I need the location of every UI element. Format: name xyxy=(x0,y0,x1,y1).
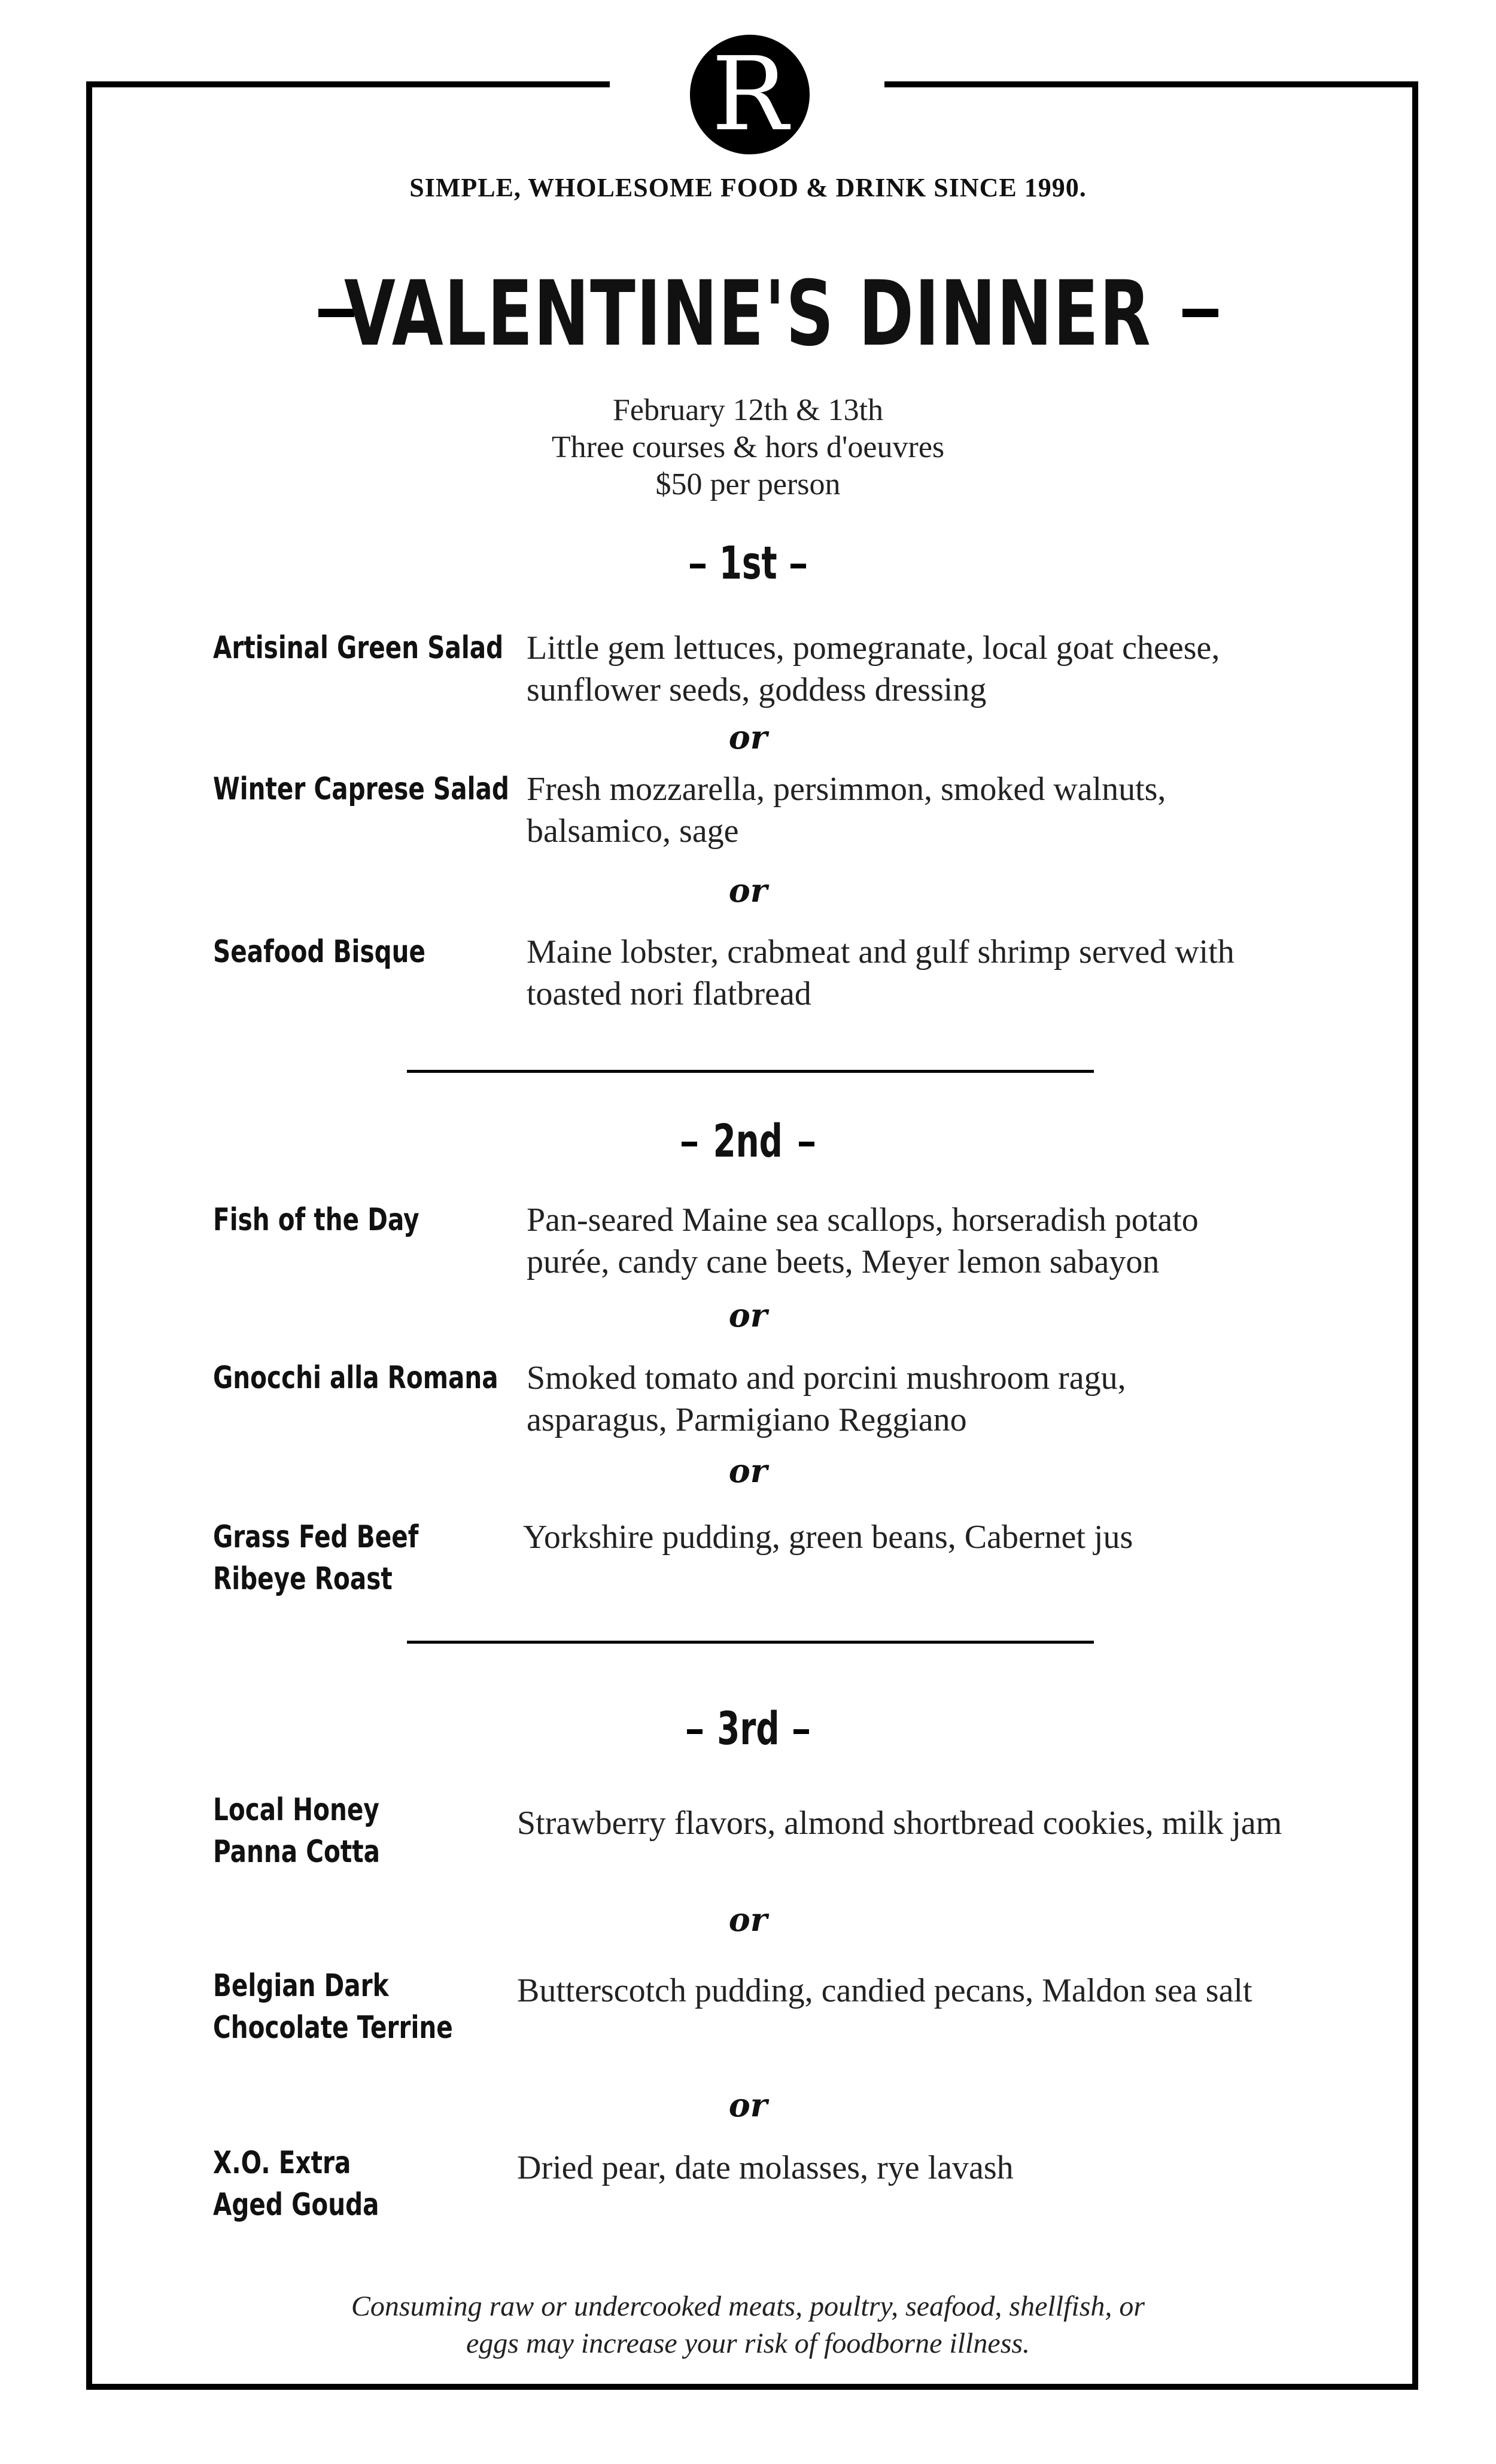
or-separator: or xyxy=(728,871,768,909)
dish-name: Gnocchi alla Romana xyxy=(213,1360,498,1396)
disclaimer-line: Consuming raw or undercooked meats, poultry, seafood, shellfish, or xyxy=(351,2290,1145,2322)
dish-name: Fish of the Day xyxy=(213,1202,419,1238)
or-separator: or xyxy=(728,1452,768,1490)
heading-dash xyxy=(690,564,706,568)
disclaimer-line: eggs may increase your risk of foodborne illness. xyxy=(466,2328,1030,2359)
dish-description: Maine lobster, crabmeat and gulf shrimp served with xyxy=(527,933,1234,971)
dish-description: sunflower seeds, goddess dressing xyxy=(527,671,987,708)
course-label: 3rd xyxy=(716,1702,780,1755)
course-heading-2 xyxy=(0,1114,1496,1167)
dish-description: Smoked tomato and porcini mushroom ragu, xyxy=(527,1359,1126,1397)
event-courses: Three courses & hors d'oeuvres xyxy=(551,430,945,464)
dish-description: toasted nori flatbread xyxy=(527,975,811,1012)
dish-description: Fresh mozzarella, persimmon, smoked walnuts, xyxy=(527,771,1166,808)
frame-border-top-right xyxy=(884,81,1418,87)
heading-dash xyxy=(793,1729,809,1734)
heading-dash xyxy=(682,1142,697,1146)
dish-description: Yorkshire pudding, green beans, Cabernet jus xyxy=(523,1519,1133,1556)
dish-description: Butterscotch pudding, candied pecans, Maldon sea salt xyxy=(517,1972,1252,2009)
dish-description: balsamico, sage xyxy=(527,813,739,850)
title-dash-right xyxy=(1182,309,1218,317)
dish-name: Belgian Dark xyxy=(213,1968,389,2004)
dish-description: Little gem lettuces, pomegranate, local goat cheese, xyxy=(527,629,1220,667)
dish-description: Pan-seared Maine sea scallops, horseradish potato xyxy=(527,1201,1199,1239)
dish-name: Local Honey xyxy=(213,1792,379,1828)
title-row xyxy=(0,263,1496,365)
or-separator: or xyxy=(728,2086,768,2124)
or-separator: or xyxy=(728,718,768,756)
heading-dash xyxy=(687,1729,703,1734)
event-dates: February 12th & 13th xyxy=(612,393,884,427)
dish-description: purée, candy cane beets, Meyer lemon sabayon xyxy=(527,1243,1160,1280)
or-separator: or xyxy=(728,1296,768,1334)
dish-name: Chocolate Terrine xyxy=(213,2010,453,2046)
heading-dash xyxy=(799,1142,814,1146)
heading-dash xyxy=(790,564,806,568)
dish-name: Grass Fed Beef xyxy=(213,1519,419,1555)
dish-name: Aged Gouda xyxy=(213,2187,379,2223)
course-label: 2nd xyxy=(713,1114,783,1167)
food-safety-disclaimer xyxy=(0,2288,1496,2362)
dish-name: Artisinal Green Salad xyxy=(213,630,504,666)
course-label: 1st xyxy=(719,536,777,589)
dish-description: Strawberry flavors, almond shortbread cookies, milk jam xyxy=(517,1805,1282,1842)
dish-name: Seafood Bisque xyxy=(213,934,426,970)
or-separator: or xyxy=(728,1900,768,1939)
dish-name: Winter Caprese Salad xyxy=(213,771,509,807)
dish-name: Ribeye Roast xyxy=(213,1561,393,1597)
course-heading-1 xyxy=(0,536,1496,589)
section-divider xyxy=(407,1641,1094,1644)
frame-border-top-left xyxy=(86,81,610,87)
event-price: $50 per person xyxy=(655,467,841,501)
dish-name: Panna Cotta xyxy=(213,1834,381,1870)
course-heading-3 xyxy=(0,1702,1496,1755)
menu-title: VALENTINE'S DINNER xyxy=(344,262,1152,366)
dish-name: X.O. Extra xyxy=(213,2145,351,2181)
tagline: SIMPLE, WHOLESOME FOOD & DRINK SINCE 1990. xyxy=(409,173,1087,202)
dish-description: asparagus, Parmigiano Reggiano xyxy=(527,1401,967,1438)
frame-border-bottom xyxy=(86,2384,1418,2390)
restaurant-logo: R xyxy=(690,35,810,154)
dish-description: Dried pear, date molasses, rye lavash xyxy=(517,2149,1014,2186)
section-divider xyxy=(407,1070,1094,1073)
